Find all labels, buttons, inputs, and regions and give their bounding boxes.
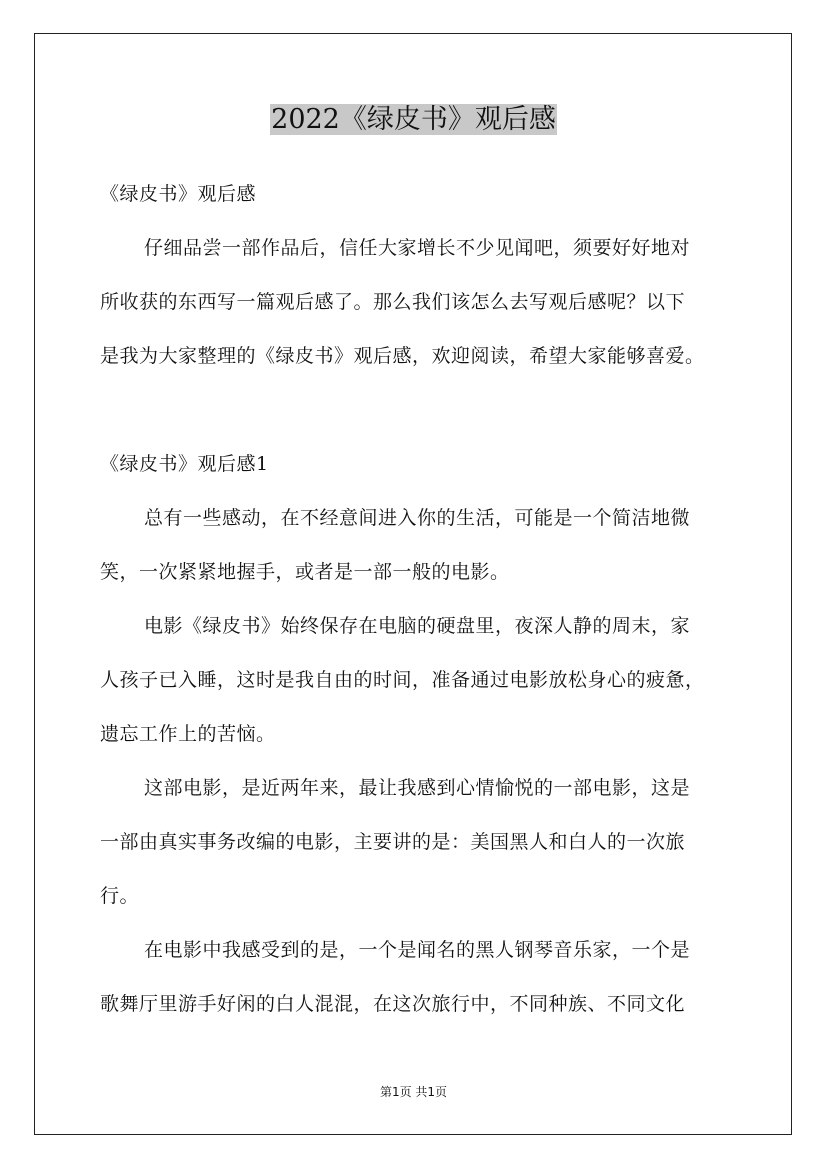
heading: 《绿皮书》观后感: [100, 183, 257, 205]
body-line-3: 电影《绿皮书》始终保存在电脑的硬盘里，夜深人静的周末，家: [144, 615, 691, 637]
document-title: [0, 100, 827, 140]
body-line-9: 在电影中我感受到的是，一个是闻名的黑人钢琴音乐家，一个是: [144, 939, 691, 961]
intro-line-3: 是我为大家整理的《绿皮书》观后感，欢迎阅读，希望大家能够喜爱。: [100, 345, 705, 367]
body-line-4: 人孩子已入睡，这时是我自由的时间，准备通过电影放松身心的疲惫，: [100, 669, 705, 691]
body-line-10: 歌舞厅里游手好闲的白人混混，在这次旅行中，不同种族、不同文化: [100, 993, 686, 1015]
intro-line-2: 所收获的东西写一篇观后感了。那么我们该怎么去写观后感呢？以下: [100, 291, 686, 313]
body-line-7: 一部由真实事务改编的电影，主要讲的是：美国黑人和白人的一次旅: [100, 831, 686, 853]
section-heading: 《绿皮书》观后感1: [100, 453, 269, 475]
body-line-5: 遗忘工作上的苦恼。: [100, 723, 276, 745]
intro-line-1: 仔细品尝一部作品后，信任大家增长不少见闻吧，须要好好地对: [144, 237, 691, 259]
page-footer: 第1页 共1页: [379, 1085, 448, 1099]
body-line-2: 笑，一次紧紧地握手，或者是一部一般的电影。: [100, 561, 510, 583]
title-highlight: 2022《绿皮书》观后感: [271, 104, 556, 135]
body-line-1: 总有一些感动，在不经意间进入你的生活，可能是一个简洁地微: [144, 507, 691, 529]
body-line-6: 这部电影，是近两年来，最让我感到心情愉悦的一部电影，这是: [144, 777, 691, 799]
body-line-8: 行。: [100, 885, 140, 907]
